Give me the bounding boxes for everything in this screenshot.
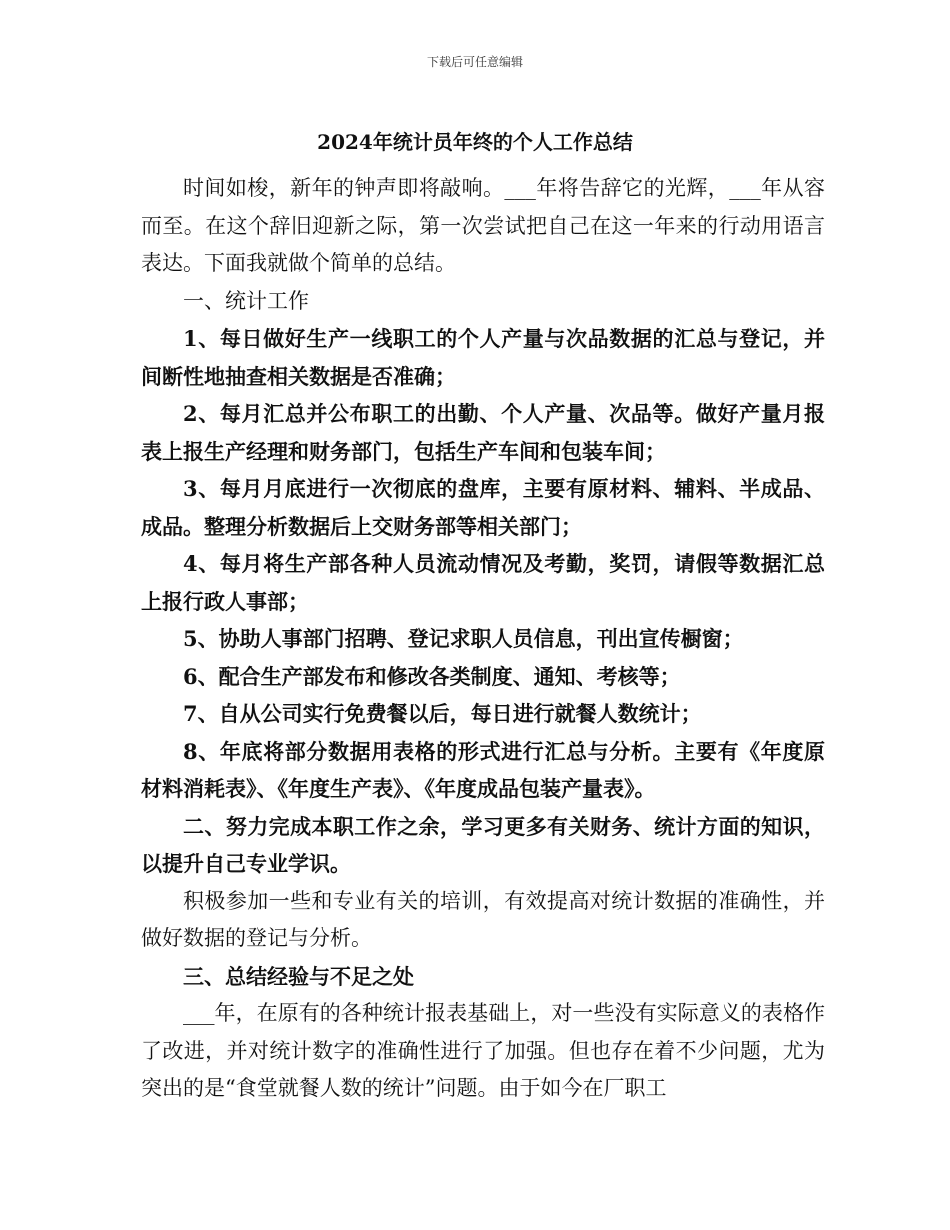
paragraph: 一、统计工作 (183, 288, 309, 313)
paragraph: 6、配合生产部发布和修改各类制度、通知、考核等； (183, 663, 681, 689)
paragraph: 5、协助人事部门招聘、登记求职人员信息，刊出宣传橱窗； (183, 626, 744, 651)
download-note: 下载后可任意编辑 (426, 55, 523, 69)
paragraph: 2、每月汇总并公布职工的出勤、个人产量、次品等。做好产量月报表上报生产经理和财务部门，包括生产车间和包装车间； (141, 401, 825, 464)
paragraph: 7、自从公司实行免费餐以后，每日进行就餐人数统计； (183, 701, 702, 726)
document-body (141, 170, 825, 1108)
paragraph: ___年，在原有的各种统计报表基础上，对一些没有实际意义的表格作了改进，并对统计数字的准确性进行了加强。但也存在着不少问题，尤为突出的是“食堂就餐人数的统计”问题。由于如今在厂职工 (141, 1001, 825, 1100)
document-title: 2024年统计员年终的个人工作总结 (317, 130, 633, 154)
paragraph: 二、努力完成本职工作之余，学习更多有关财务、统计方面的知识，以提升自己专业学识。 (141, 813, 825, 876)
paragraph: 1、每日做好生产一线职工的个人产量与次品数据的汇总与登记，并间断性地抽查相关数据是否准确； (141, 326, 825, 389)
paragraph: 时间如梭，新年的钟声即将敲响。___年将告辞它的光辉，___年从容而至。在这个辞旧迎新之际，第一次尝试把自己在这一年来的行动用语言表达。下面我就做个简单的总结。 (141, 176, 825, 275)
paragraph: 三、总结经验与不足之处 (183, 963, 414, 989)
paragraph: 积极参加一些和专业有关的培训，有效提高对统计数据的准确性，并做好数据的登记与分析。 (141, 888, 825, 950)
paragraph: 3、每月月底进行一次彻底的盘库，主要有原材料、辅料、半成品、成品。整理分析数据后上交财务部等相关部门； (141, 476, 825, 539)
paragraph: 8、年底将部分数据用表格的形式进行汇总与分析。主要有《年度原材料消耗表》、《年度生产表》、《年度成品包装产量表》。 (141, 738, 825, 801)
paragraph: 4、每月将生产部各种人员流动情况及考勤，奖罚，请假等数据汇总上报行政人事部； (141, 551, 825, 614)
